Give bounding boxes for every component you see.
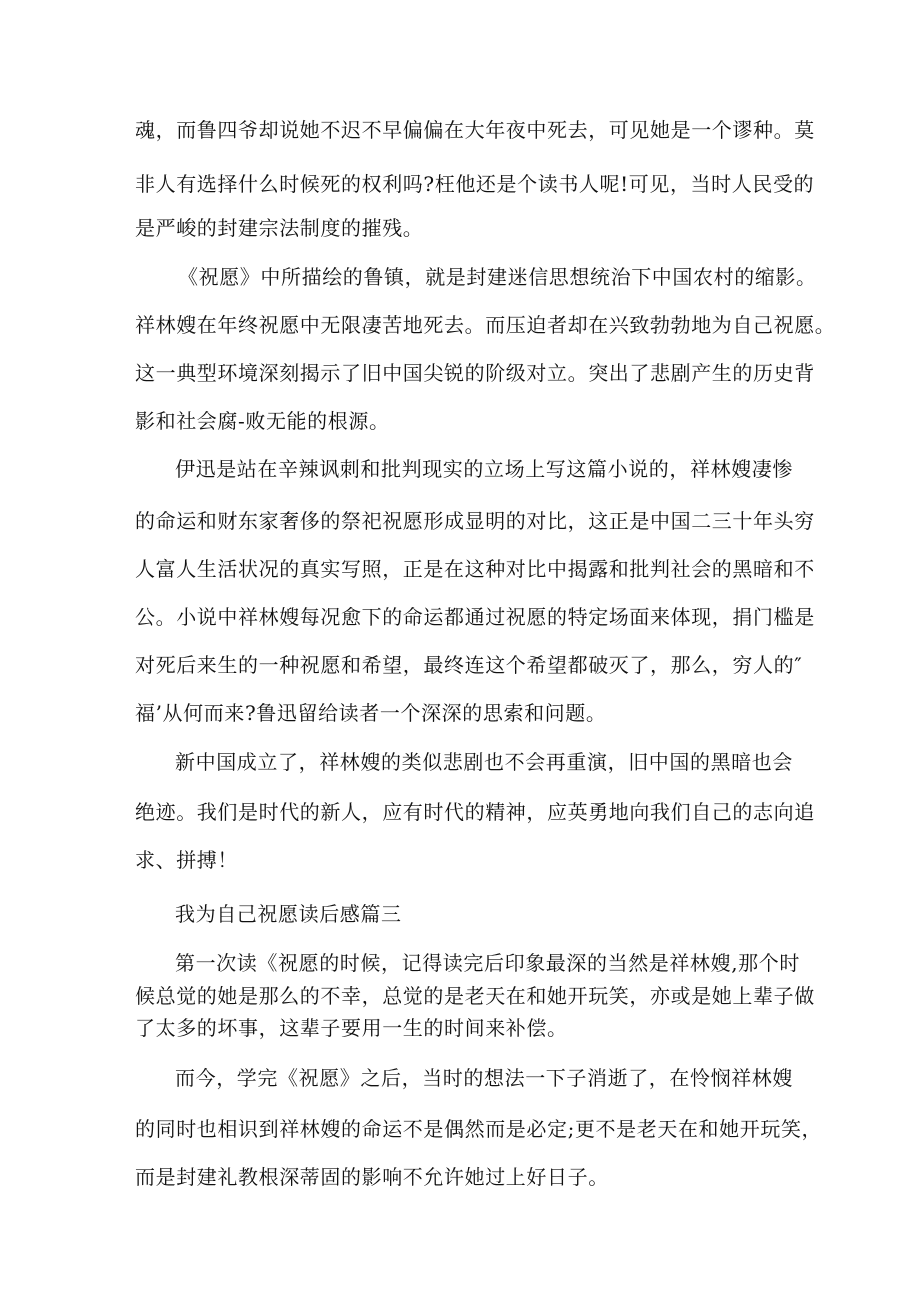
- section-heading: 我为自己祝愿读后感篇三: [175, 902, 402, 926]
- paragraph-2-line-2: 祥林嫂在年终祝愿中无限凄苦地死去。而压迫者却在兴致勃勃地为自己祝愿。: [135, 313, 836, 337]
- paragraph-6-line-2: 的同时也相识到祥林嫂的命运不是偶然而是必定;更不是老天在和她开玩笑，: [135, 1117, 823, 1141]
- paragraph-1-line-3: 是严峻的封建宗法制度的摧残。: [135, 216, 424, 240]
- paragraph-4-line-2: 绝迹。我们是时代的新人，应有时代的精神，应英勇地向我们自己的志向追: [135, 800, 815, 824]
- paragraph-2-line-1: 《祝愿》中所描绘的鲁镇，就是封建迷信思想统治下中国农村的缩影。: [178, 265, 817, 289]
- paragraph-5-line-2: 候总觉的她是那么的不幸，总觉的是老天在和她开玩笑，亦或是她上辈子做: [135, 984, 815, 1008]
- paragraph-3-line-4: 公。小说中祥林嫂每况愈下的命运都通过祝愿的特定场面来体现，捐门槛是: [135, 605, 815, 629]
- paragraph-1-line-1: 魂，而鲁四爷却说她不迟不早偏偏在大年夜中死去，可见她是一个谬种。莫: [135, 118, 815, 142]
- paragraph-5-line-3: 了太多的坏事，这辈子要用一生的时间来补偿。: [135, 1016, 568, 1040]
- paragraph-6-line-3: 而是封建礼教根深蒂固的影响不允许她过上好日子。: [135, 1165, 609, 1189]
- paragraph-1-line-2: 非人有选择什么时候死的权利吗?枉他还是个读书人呢!可见，当时人民受的: [135, 172, 815, 196]
- paragraph-3-line-2: 的命运和财东家奢侈的祭祀祝愿形成显明的对比，这正是中国二三十年头穷: [135, 509, 815, 533]
- paragraph-3-line-5: 对死后来生的一种祝愿和希望，最终连这个希望都破灭了，那么，穷人的″: [135, 653, 803, 677]
- paragraph-3-line-1: 伊迅是站在辛辣讽刺和批判现实的立场上写这篇小说的，祥林嫂凄惨: [175, 457, 793, 481]
- paragraph-2-line-4: 影和社会腐-败无能的根源。: [135, 409, 390, 433]
- paragraph-2-line-3: 这一典型环境深刻揭示了旧中国尖锐的阶级对立。突出了悲剧产生的历史背: [135, 361, 815, 385]
- paragraph-3-line-3: 人富人生活状况的真实写照，正是在这种对比中揭露和批判社会的黑暗和不: [135, 557, 815, 581]
- paragraph-3-line-6: 福’从何而来?鲁迅留给读者一个深深的思索和问题。: [135, 701, 607, 725]
- paragraph-4-line-3: 求、拼搏！: [135, 848, 238, 872]
- paragraph-6-line-1: 而今，学完《祝愿》之后，当时的想法一下子消逝了，在怜悯祥林嫂: [175, 1066, 793, 1090]
- paragraph-5-line-1: 第一次读《祝愿的时候，记得读完后印象最深的当然是祥林嫂,那个时: [175, 951, 800, 975]
- paragraph-4-line-1: 新中国成立了，祥林嫂的类似悲剧也不会再重演，旧中国的黑暗也会: [175, 750, 793, 774]
